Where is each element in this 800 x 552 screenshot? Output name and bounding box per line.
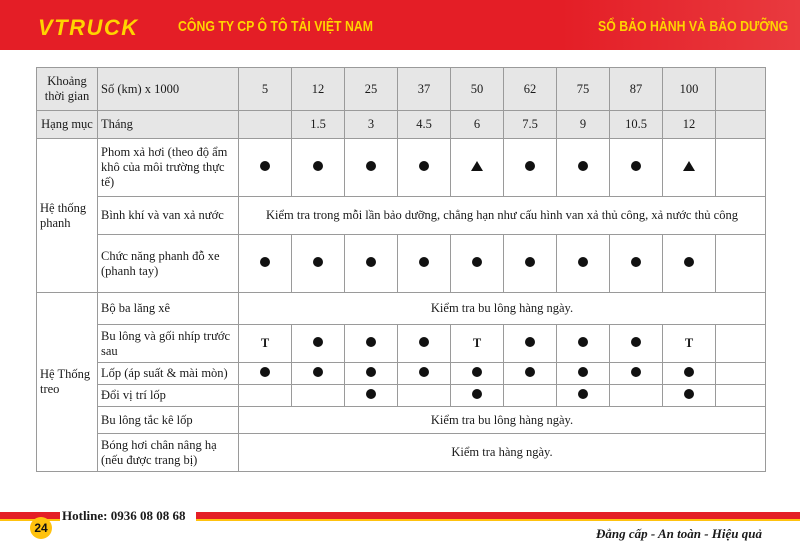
interval-cell: 62 — [504, 68, 557, 111]
check-dot-icon — [313, 257, 323, 267]
interval-cell: 87 — [610, 68, 663, 111]
check-dot-icon — [366, 257, 376, 267]
mark-cell — [398, 385, 451, 407]
mark-cell — [663, 235, 716, 293]
check-dot-icon — [419, 161, 429, 171]
header-row — [37, 111, 766, 139]
item-label: Phom xả hơi (theo độ ẩm khô của môi trường thực tế) — [98, 139, 239, 197]
interval-cell — [716, 111, 766, 139]
mark-cell — [345, 385, 398, 407]
header-banner — [0, 0, 800, 50]
item-row — [37, 363, 766, 385]
check-dot-icon — [366, 337, 376, 347]
mark-cell — [663, 385, 716, 407]
interval-cell: 4.5 — [398, 111, 451, 139]
tighten-mark: T — [260, 336, 270, 350]
mark-cell — [292, 385, 345, 407]
km-label: Số (km) x 1000 — [98, 68, 239, 111]
interval-cell: 12 — [663, 111, 716, 139]
mark-cell — [716, 363, 766, 385]
span-note: Kiểm tra hàng ngày. — [239, 434, 766, 472]
check-dot-icon — [578, 337, 588, 347]
item-row — [37, 325, 766, 363]
month-label: Tháng — [98, 111, 239, 139]
mark-cell — [239, 139, 292, 197]
item-row — [37, 407, 766, 434]
mark-cell — [292, 325, 345, 363]
mark-cell — [398, 139, 451, 197]
page-number: 24 — [30, 517, 52, 539]
check-dot-icon — [313, 161, 323, 171]
category-label: Hạng mục — [37, 111, 98, 139]
mark-cell — [398, 325, 451, 363]
check-dot-icon — [525, 337, 535, 347]
mark-cell — [504, 139, 557, 197]
interval-cell: 100 — [663, 68, 716, 111]
check-dot-icon — [313, 337, 323, 347]
mark-cell — [504, 363, 557, 385]
item-label: Lốp (áp suất & mài mòn) — [98, 363, 239, 385]
mark-cell — [610, 139, 663, 197]
company-name: CÔNG TY CP Ô TÔ TẢI VIỆT NAM — [178, 18, 373, 35]
period-label: Khoảng thời gian — [37, 68, 98, 111]
check-dot-icon — [260, 257, 270, 267]
vtruck-logo: VTRUCK — [38, 15, 139, 40]
item-row — [37, 235, 766, 293]
header-row — [37, 68, 766, 111]
check-dot-icon — [578, 161, 588, 171]
check-dot-icon — [472, 389, 482, 399]
check-dot-icon — [684, 389, 694, 399]
interval-cell: 75 — [557, 68, 610, 111]
check-dot-icon — [525, 161, 535, 171]
mark-cell — [663, 363, 716, 385]
item-label: Bóng hơi chân nâng hạ (nếu được trang bị) — [98, 434, 239, 472]
mark-cell — [345, 235, 398, 293]
check-dot-icon — [684, 257, 694, 267]
item-label: Bu lông tắc kê lốp — [98, 407, 239, 434]
check-dot-icon — [472, 367, 482, 377]
mark-cell — [663, 139, 716, 197]
mark-cell — [451, 385, 504, 407]
mark-cell — [398, 235, 451, 293]
check-dot-icon — [419, 337, 429, 347]
mark-cell — [451, 363, 504, 385]
check-dot-icon — [366, 367, 376, 377]
item-row — [37, 139, 766, 197]
maintenance-schedule-table — [36, 67, 766, 472]
check-dot-icon — [366, 389, 376, 399]
group-label: Hệ Thống treo — [37, 293, 98, 472]
mark-cell — [292, 139, 345, 197]
mark-cell — [610, 325, 663, 363]
check-dot-icon — [260, 161, 270, 171]
mark-cell — [557, 235, 610, 293]
interval-cell: 6 — [451, 111, 504, 139]
check-dot-icon — [419, 367, 429, 377]
group-label: Hệ thống phanh — [37, 139, 98, 293]
span-note: Kiểm tra bu lông hàng ngày. — [239, 293, 766, 325]
tighten-mark: T — [684, 336, 694, 350]
item-label: Bình khí và van xả nước — [98, 197, 239, 235]
check-dot-icon — [366, 161, 376, 171]
interval-cell: 50 — [451, 68, 504, 111]
check-dot-icon — [631, 161, 641, 171]
mark-cell — [504, 325, 557, 363]
mark-cell — [557, 385, 610, 407]
mark-cell — [451, 139, 504, 197]
mark-cell — [610, 235, 663, 293]
mark-cell — [557, 139, 610, 197]
slogan: Đẳng cấp - An toàn - Hiệu quả — [595, 526, 762, 541]
interval-cell: 25 — [345, 68, 398, 111]
interval-cell: 7.5 — [504, 111, 557, 139]
interval-cell: 3 — [345, 111, 398, 139]
interval-cell: 9 — [557, 111, 610, 139]
interval-cell — [716, 68, 766, 111]
item-label: Bu lông và gối nhíp trước sau — [98, 325, 239, 363]
hotline: Hotline: 0936 08 08 68 — [60, 508, 196, 524]
check-dot-icon — [419, 257, 429, 267]
mark-cell — [716, 385, 766, 407]
mark-cell — [398, 363, 451, 385]
mark-cell — [716, 139, 766, 197]
replace-triangle-icon — [471, 161, 483, 171]
mark-cell — [451, 235, 504, 293]
replace-triangle-icon — [683, 161, 695, 171]
check-dot-icon — [313, 367, 323, 377]
item-label: Chức năng phanh đỗ xe (phanh tay) — [98, 235, 239, 293]
item-row — [37, 434, 766, 472]
mark-cell — [292, 235, 345, 293]
document-title: SỔ BẢO HÀNH VÀ BẢO DƯỠNG — [598, 18, 789, 35]
mark-cell — [239, 385, 292, 407]
item-label: Đổi vị trí lốp — [98, 385, 239, 407]
check-dot-icon — [260, 367, 270, 377]
mark-cell — [663, 325, 716, 363]
mark-cell — [292, 363, 345, 385]
item-row — [37, 385, 766, 407]
mark-cell — [504, 235, 557, 293]
interval-cell: 5 — [239, 68, 292, 111]
mark-cell — [345, 139, 398, 197]
item-label: Bộ ba lăng xê — [98, 293, 239, 325]
check-dot-icon — [631, 367, 641, 377]
mark-cell — [504, 385, 557, 407]
mark-cell — [557, 325, 610, 363]
check-dot-icon — [684, 367, 694, 377]
mark-cell — [557, 363, 610, 385]
check-dot-icon — [631, 337, 641, 347]
mark-cell — [239, 235, 292, 293]
item-row — [37, 293, 766, 325]
check-dot-icon — [525, 367, 535, 377]
check-dot-icon — [578, 367, 588, 377]
mark-cell — [239, 325, 292, 363]
interval-cell: 10.5 — [610, 111, 663, 139]
mark-cell — [239, 363, 292, 385]
mark-cell — [451, 325, 504, 363]
item-row — [37, 197, 766, 235]
mark-cell — [716, 325, 766, 363]
interval-cell: 1.5 — [292, 111, 345, 139]
mark-cell — [610, 385, 663, 407]
interval-cell: 12 — [292, 68, 345, 111]
interval-cell: 37 — [398, 68, 451, 111]
check-dot-icon — [472, 257, 482, 267]
mark-cell — [716, 235, 766, 293]
check-dot-icon — [578, 257, 588, 267]
check-dot-icon — [525, 257, 535, 267]
span-note: Kiểm tra bu lông hàng ngày. — [239, 407, 766, 434]
check-dot-icon — [631, 257, 641, 267]
mark-cell — [345, 363, 398, 385]
span-note: Kiểm tra trong mỗi lần bảo dưỡng, chẳng hạn như cấu hình van xả thủ công, xả nước thủ công — [239, 197, 766, 235]
tighten-mark: T — [472, 336, 482, 350]
check-dot-icon — [578, 389, 588, 399]
mark-cell — [610, 363, 663, 385]
interval-cell — [239, 111, 292, 139]
mark-cell — [345, 325, 398, 363]
